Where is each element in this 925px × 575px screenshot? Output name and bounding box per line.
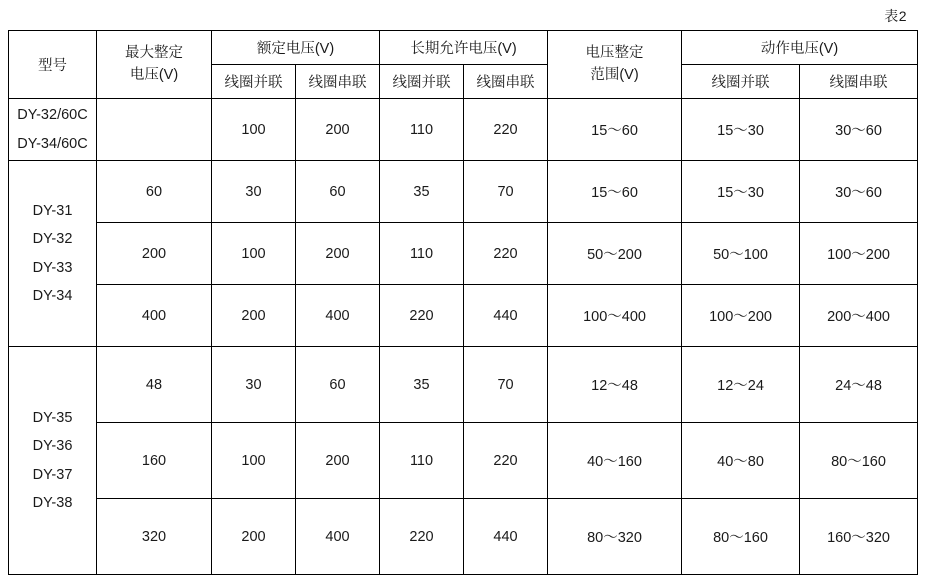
table-row <box>9 223 918 285</box>
cell-long-series: 220 <box>464 423 548 499</box>
cell-long-parallel: 110 <box>380 423 464 499</box>
header-rated-coil-parallel: 线圈并联 <box>212 65 296 99</box>
table-row <box>9 499 918 575</box>
cell-rated-series: 60 <box>296 161 380 223</box>
cell-action-series: 80～160 <box>800 423 918 499</box>
header-action-coil-parallel: 线圈并联 <box>682 65 800 99</box>
model-group-3 <box>9 347 97 575</box>
header-rated-voltage: 额定电压(V) <box>212 31 380 65</box>
cell-long-parallel: 220 <box>380 285 464 347</box>
cell-action-parallel: 100～200 <box>682 285 800 347</box>
cell-rated-parallel: 100 <box>212 423 296 499</box>
cell-max-set: 200 <box>97 223 212 285</box>
header-model: 型号 <box>9 31 97 99</box>
header-long-coil-series: 线圈串联 <box>464 65 548 99</box>
cell-rated-series: 200 <box>296 99 380 161</box>
cell-rated-series: 400 <box>296 285 380 347</box>
cell-max-set: 60 <box>97 161 212 223</box>
table-caption: 表2 <box>884 8 907 24</box>
header-max-set-voltage-line1: 最大整定 <box>125 45 183 62</box>
model-label: DY-38 <box>32 494 73 511</box>
cell-action-parallel: 80～160 <box>682 499 800 575</box>
table-row <box>9 99 918 161</box>
cell-action-parallel: 15～30 <box>682 161 800 223</box>
cell-rated-parallel: 200 <box>212 499 296 575</box>
header-long-coil-parallel: 线圈并联 <box>380 65 464 99</box>
table-row <box>9 423 918 499</box>
model-label: DY-35 <box>32 409 73 426</box>
cell-action-series: 160～320 <box>800 499 918 575</box>
cell-long-parallel: 220 <box>380 499 464 575</box>
header-action-voltage: 动作电压(V) <box>682 31 918 65</box>
table-header-row-top <box>9 31 918 65</box>
model-label: DY-32 <box>32 231 73 248</box>
header-long-term-voltage: 长期允许电压(V) <box>380 31 548 65</box>
cell-set-range: 15～60 <box>548 99 682 161</box>
model-label: DY-31 <box>32 202 73 219</box>
cell-rated-series: 200 <box>296 223 380 285</box>
cell-set-range: 80～320 <box>548 499 682 575</box>
cell-action-parallel: 15～30 <box>682 99 800 161</box>
model-label: DY-34 <box>32 287 73 304</box>
cell-rated-parallel: 100 <box>212 99 296 161</box>
cell-long-series: 220 <box>464 99 548 161</box>
cell-rated-parallel: 30 <box>212 347 296 423</box>
model-group-1 <box>9 99 97 161</box>
header-action-coil-series: 线圈串联 <box>800 65 918 99</box>
cell-long-series: 220 <box>464 223 548 285</box>
cell-max-set <box>97 99 212 161</box>
header-max-set-voltage-line2: 电压(V) <box>129 66 179 83</box>
table-row <box>9 161 918 223</box>
cell-rated-series: 200 <box>296 423 380 499</box>
cell-max-set: 48 <box>97 347 212 423</box>
header-rated-coil-series: 线圈串联 <box>296 65 380 99</box>
cell-max-set: 160 <box>97 423 212 499</box>
cell-action-parallel: 50～100 <box>682 223 800 285</box>
cell-rated-parallel: 200 <box>212 285 296 347</box>
cell-long-parallel: 110 <box>380 99 464 161</box>
cell-long-series: 70 <box>464 161 548 223</box>
cell-max-set: 320 <box>97 499 212 575</box>
cell-long-parallel: 110 <box>380 223 464 285</box>
cell-long-series: 70 <box>464 347 548 423</box>
cell-action-parallel: 40～80 <box>682 423 800 499</box>
table-header <box>9 31 918 99</box>
header-set-range <box>548 31 682 99</box>
model-label: DY-32/60C <box>17 107 88 124</box>
model-label: DY-33 <box>32 259 73 276</box>
header-set-range-line1: 电压整定 <box>585 45 644 62</box>
cell-set-range: 40～160 <box>548 423 682 499</box>
model-label: DY-34/60C <box>17 135 88 152</box>
cell-long-series: 440 <box>464 285 548 347</box>
cell-rated-parallel: 30 <box>212 161 296 223</box>
header-set-range-line2: 范围(V) <box>590 66 639 83</box>
cell-set-range: 50～200 <box>548 223 682 285</box>
cell-rated-series: 400 <box>296 499 380 575</box>
cell-action-series: 30～60 <box>800 99 918 161</box>
cell-action-series: 100～200 <box>800 223 918 285</box>
cell-action-series: 24～48 <box>800 347 918 423</box>
cell-long-series: 440 <box>464 499 548 575</box>
header-max-set-voltage <box>97 31 212 99</box>
cell-rated-series: 60 <box>296 347 380 423</box>
cell-long-parallel: 35 <box>380 347 464 423</box>
table-row <box>9 285 918 347</box>
table-row <box>9 347 918 423</box>
cell-action-parallel: 12～24 <box>682 347 800 423</box>
cell-action-series: 200～400 <box>800 285 918 347</box>
cell-set-range: 15～60 <box>548 161 682 223</box>
relay-voltage-spec-table <box>8 30 918 575</box>
cell-max-set: 400 <box>97 285 212 347</box>
cell-set-range: 100～400 <box>548 285 682 347</box>
model-label: DY-37 <box>32 466 73 483</box>
model-label: DY-36 <box>32 438 73 455</box>
model-group-2 <box>9 161 97 347</box>
cell-long-parallel: 35 <box>380 161 464 223</box>
cell-set-range: 12～48 <box>548 347 682 423</box>
cell-action-series: 30～60 <box>800 161 918 223</box>
cell-rated-parallel: 100 <box>212 223 296 285</box>
table-body <box>9 99 918 575</box>
spec-table-container <box>8 30 917 575</box>
